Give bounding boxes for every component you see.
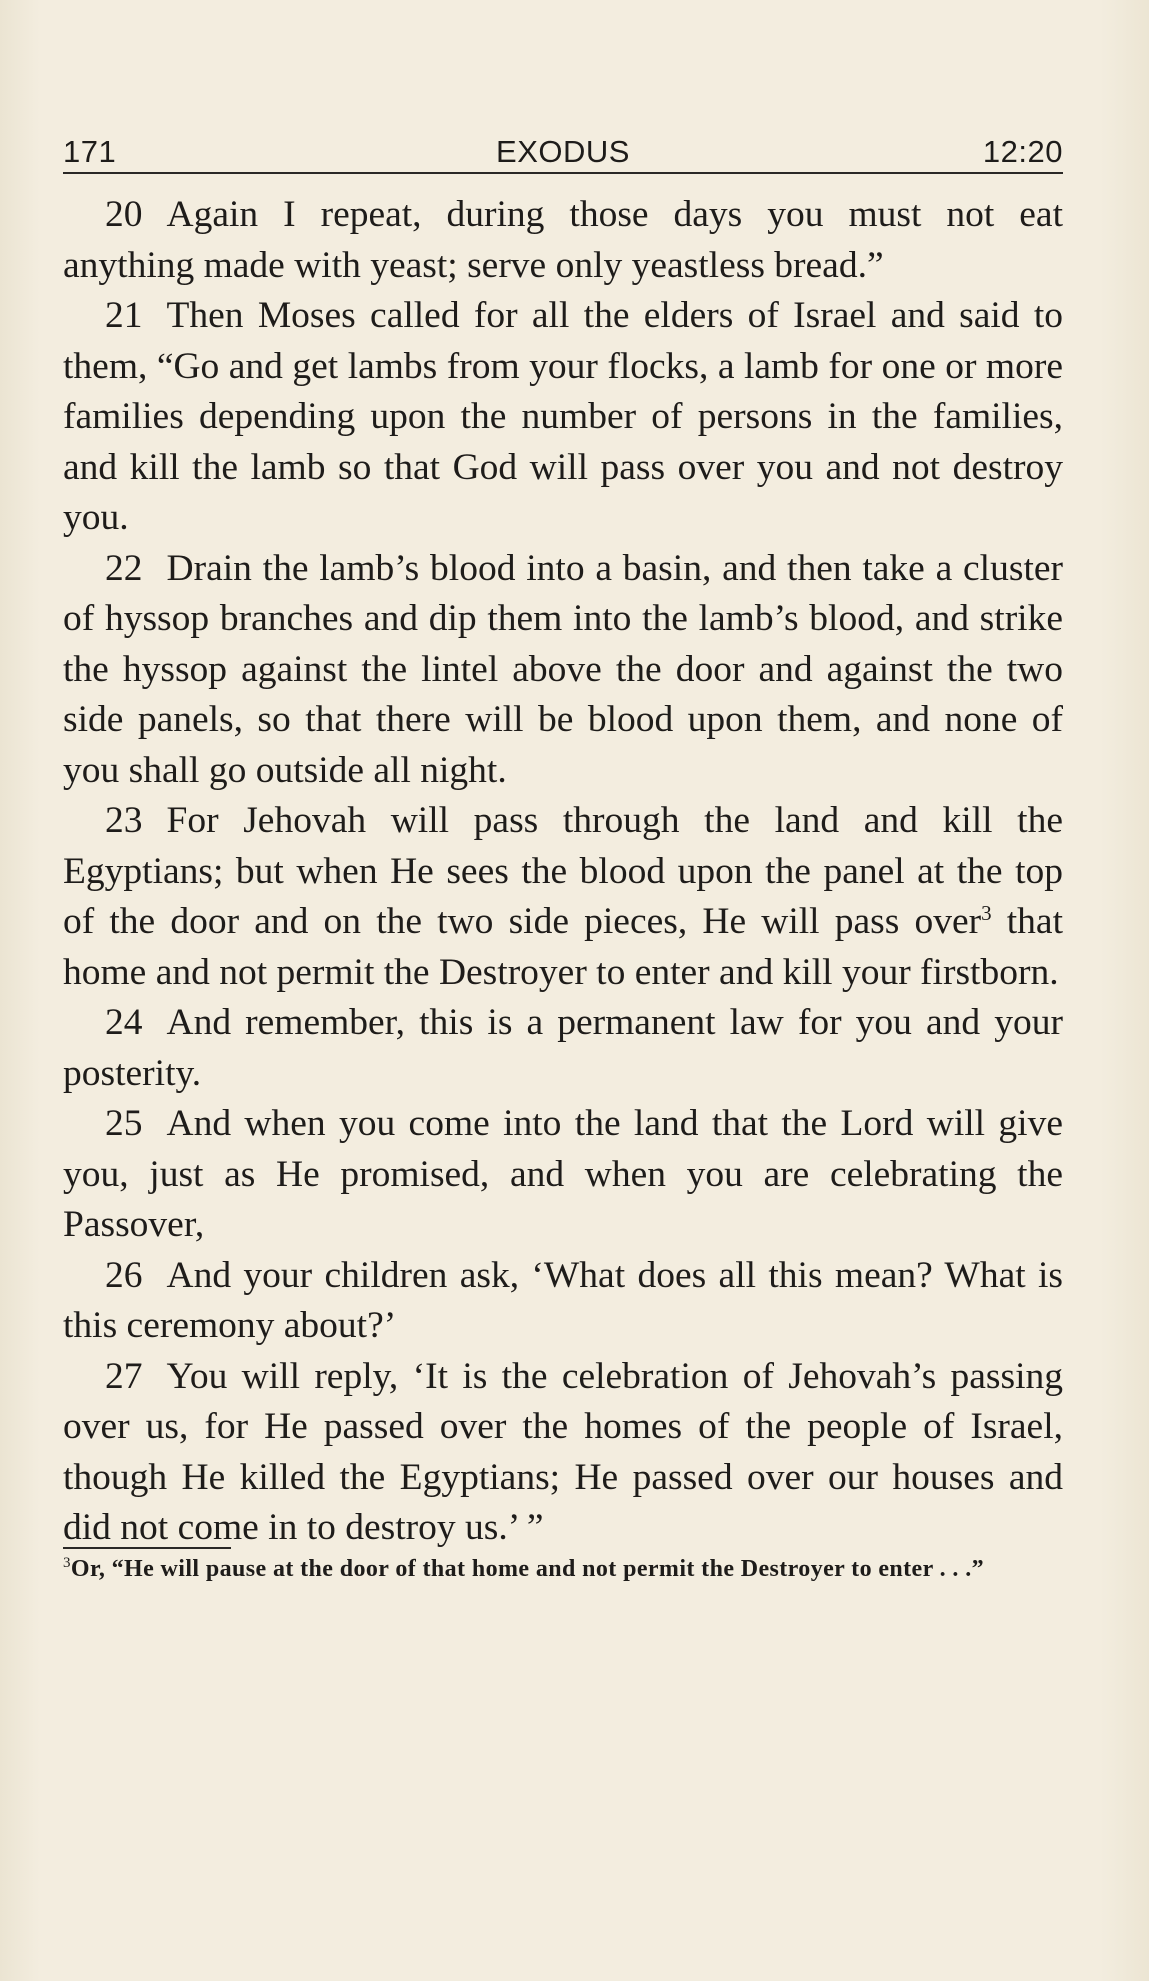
scripture-text — [63, 190, 1063, 1554]
verse-number: 20 — [105, 194, 143, 235]
verse-number: 22 — [105, 547, 143, 589]
verse-23 — [63, 796, 1063, 998]
verse-number: 25 — [105, 1103, 143, 1144]
verse-text: For Jehovah will pass through the land and kill the Egyptians; but when He sees the blood upon the panel at the top of the door and on the two side pieces, He will pass over — [63, 800, 1063, 942]
book-title: EXODUS — [496, 134, 630, 169]
footnote — [63, 1557, 1063, 1581]
verse-number: 26 — [105, 1254, 143, 1296]
footnote-text: Or, “He will pause at the door of that home and not permit the Destroyer to enter . . .” — [70, 1556, 985, 1582]
verse-26 — [63, 1251, 1063, 1352]
verse-text: Drain the lamb’s blood into a basin, and then take a cluster of hyssop branches and dip them into the lamb’s blood, and strike the hyssop against the lintel above the door and against the two side panels, so that there will be blood upon them, and none of you shall go outside all night. — [63, 547, 1063, 791]
verse-21 — [63, 291, 1063, 544]
running-head — [63, 132, 1063, 174]
footnote-divider — [63, 1547, 231, 1549]
page-number: 171 — [63, 134, 117, 169]
verse-number: 27 — [105, 1355, 143, 1397]
footnote-mark: 3 — [63, 1555, 71, 1571]
verse-text: And when you come into the land that the Lord will give you, just as He promised, and when you are celebrating the Passover, — [63, 1103, 1063, 1245]
verse-number: 21 — [105, 295, 143, 336]
verse-24 — [63, 998, 1063, 1099]
verse-text: And remember, this is a permanent law for you and your posterity. — [63, 1002, 1063, 1094]
verse-number: 24 — [105, 1002, 143, 1043]
verse-text-continued: that home and not permit the Destroyer to enter and kill your firstborn. — [63, 901, 1063, 993]
verse-20 — [63, 190, 1063, 291]
footnote-reference-mark[interactable]: 3 — [981, 901, 992, 925]
verse-25 — [63, 1099, 1063, 1251]
verse-text: You will reply, ‘It is the celebration of Jehovah’s passing over us, for He passed over the homes of the people of Israel, though He killed the Egyptians; He passed over our houses and did not come in to destroy us.’ ” — [63, 1355, 1063, 1548]
verse-text: Again I repeat, during those days you must not eat anything made with yeast; serve only yeastless bread.” — [63, 194, 1063, 286]
verse-22 — [63, 544, 1063, 797]
verse-text: Then Moses called for all the elders of Israel and said to them, “Go and get lambs from your flocks, a lamb for one or more families depending upon the number of persons in the families, and kill the lamb so that God will pass over you and not destroy you. — [63, 295, 1063, 538]
chapter-verse-reference: 12:20 — [982, 134, 1063, 169]
verse-number: 23 — [105, 800, 143, 841]
verse-text: And your children ask, ‘What does all this mean? What is this ceremony about?’ — [63, 1254, 1063, 1346]
verse-27 — [63, 1352, 1063, 1554]
